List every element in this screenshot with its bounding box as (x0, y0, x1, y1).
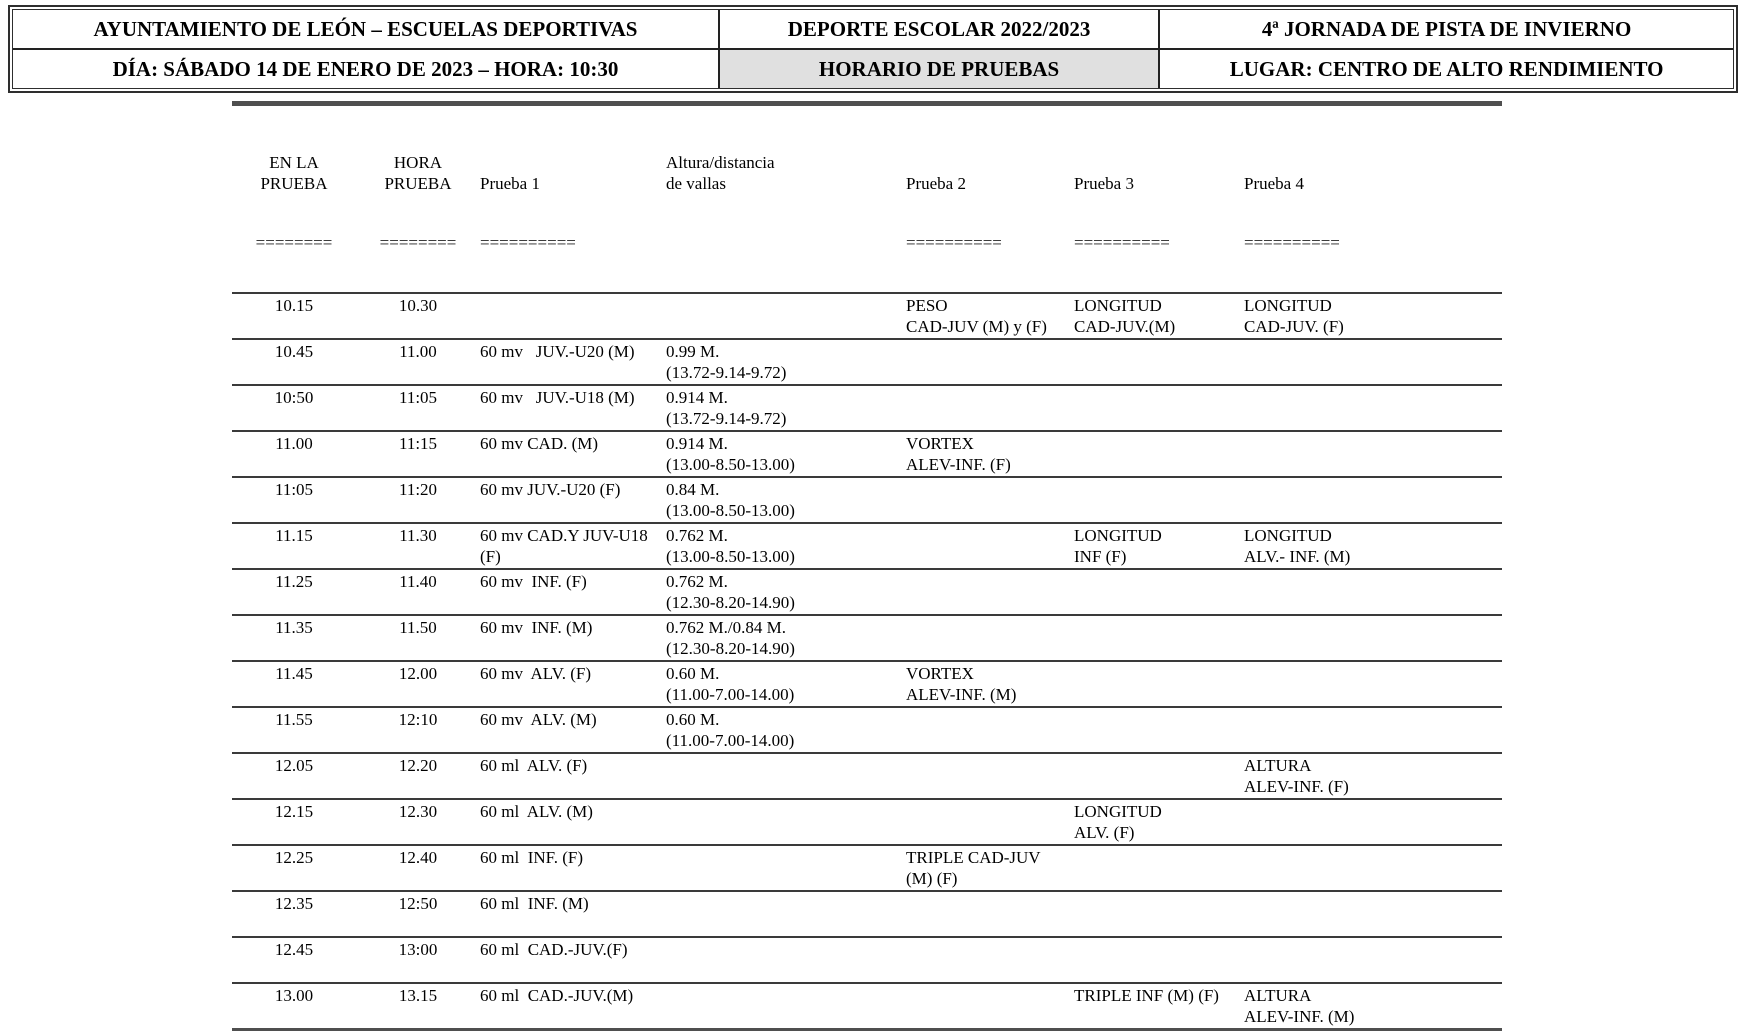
cell-prueba2 (906, 386, 1074, 430)
table-row (232, 706, 1502, 752)
column-header-label: Prueba 4 (1244, 174, 1304, 193)
cell-prueba2: PESO CAD-JUV (M) y (F) (906, 296, 1047, 336)
cell-prueba1: 60 ml INF. (F) (480, 848, 584, 867)
cell-prueba3 (1074, 432, 1244, 476)
schedule-rows (232, 292, 1502, 1031)
cell-prueba4: ALTURA ALEV-INF. (M) (1244, 986, 1355, 1026)
cell-prueba2 (906, 754, 1074, 798)
cell-prueba2 (906, 892, 1074, 936)
cell-prueba3: LONGITUD CAD-JUV.(M) (1074, 296, 1176, 336)
cell-altura-distancia-vallas (666, 754, 906, 798)
cell-hora-prueba: 11:15 (398, 434, 438, 453)
cell-prueba4 (1244, 478, 1502, 522)
cell-prueba3: TRIPLE INF (M) (F) (1074, 986, 1219, 1005)
cell-en-la-prueba: 11.15 (275, 526, 313, 545)
cell-en-la-prueba: 11.45 (275, 664, 313, 683)
column-header-rule: ========== (906, 236, 1002, 250)
column-header-rule: ========== (1074, 236, 1170, 250)
cell-altura-distancia-vallas (666, 938, 906, 982)
column-header (906, 131, 1074, 292)
cell-hora-prueba: 11.40 (399, 572, 437, 591)
column-header (666, 110, 906, 292)
cell-hora-prueba: 13:00 (398, 940, 438, 959)
cell-prueba4 (1244, 892, 1502, 936)
program-title: DEPORTE ESCOLAR 2022/2023 (720, 10, 1160, 50)
cell-hora-prueba: 13.15 (398, 986, 438, 1005)
column-header-rule: ======== (379, 236, 457, 250)
cell-en-la-prueba: 11.00 (275, 434, 313, 453)
column-header (356, 110, 480, 292)
cell-altura-distancia-vallas: 0.762 M./0.84 M. (12.30-8.20-14.90) (666, 618, 795, 658)
table-row (232, 752, 1502, 798)
column-header-label: HORA PRUEBA (384, 153, 452, 193)
cell-prueba1: 60 mv JUV.-U20 (M) (480, 342, 635, 361)
jornada-title: 4ª JORNADA DE PISTA DE INVIERNO (1160, 10, 1733, 50)
cell-prueba4 (1244, 386, 1502, 430)
cell-prueba1: 60 mv JUV.-U18 (M) (480, 388, 635, 407)
cell-altura-distancia-vallas (666, 846, 906, 890)
cell-prueba4 (1244, 662, 1502, 706)
cell-altura-distancia-vallas: 0.914 M. (13.00-8.50-13.00) (666, 434, 795, 474)
cell-prueba2 (906, 524, 1074, 568)
table-row (232, 936, 1502, 982)
cell-prueba4: LONGITUD ALV.- INF. (M) (1244, 526, 1351, 566)
cell-prueba2 (906, 340, 1074, 384)
cell-prueba2: VORTEX ALEV-INF. (F) (906, 434, 1011, 474)
cell-prueba2 (906, 570, 1074, 614)
cell-prueba1: 60 mv INF. (F) (480, 572, 587, 591)
cell-altura-distancia-vallas (666, 984, 906, 1028)
cell-en-la-prueba: 10.15 (274, 296, 314, 315)
table-row (232, 338, 1502, 384)
cell-en-la-prueba: 11:05 (274, 480, 314, 499)
cell-prueba4 (1244, 340, 1502, 384)
cell-prueba2 (906, 984, 1074, 1028)
cell-prueba3 (1074, 386, 1244, 430)
cell-en-la-prueba: 13.00 (274, 986, 314, 1005)
cell-hora-prueba: 12.30 (398, 802, 438, 821)
cell-prueba3 (1074, 892, 1244, 936)
column-header-rule: ========== (1244, 236, 1340, 250)
cell-prueba3 (1074, 662, 1244, 706)
column-header (480, 131, 666, 292)
cell-en-la-prueba: 12.25 (274, 848, 314, 867)
cell-altura-distancia-vallas: 0.762 M. (12.30-8.20-14.90) (666, 572, 795, 612)
column-header-rule: ========== (480, 236, 576, 250)
cell-prueba1: 60 mv ALV. (F) (480, 664, 591, 683)
column-header (1244, 131, 1502, 292)
cell-prueba1: 60 mv JUV.-U20 (F) (480, 480, 621, 499)
cell-altura-distancia-vallas: 0.84 M. (13.00-8.50-13.00) (666, 480, 795, 520)
cell-prueba2 (906, 616, 1074, 660)
cell-prueba3 (1074, 846, 1244, 890)
table-row (232, 982, 1502, 1028)
table-row (232, 614, 1502, 660)
table-row (232, 844, 1502, 890)
cell-en-la-prueba: 12.15 (274, 802, 314, 821)
cell-prueba1: 60 ml CAD.-JUV.(F) (480, 940, 628, 959)
cell-prueba4: ALTURA ALEV-INF. (F) (1244, 756, 1349, 796)
cell-prueba1: 60 ml ALV. (F) (480, 756, 588, 775)
cell-en-la-prueba: 11.25 (275, 572, 313, 591)
column-header (1074, 131, 1244, 292)
cell-prueba3: LONGITUD INF (F) (1074, 526, 1162, 566)
cell-altura-distancia-vallas: 0.60 M. (11.00-7.00-14.00) (666, 664, 795, 704)
cell-hora-prueba: 12:50 (398, 894, 438, 913)
cell-hora-prueba: 12.00 (398, 664, 438, 683)
cell-prueba1: 60 ml INF. (M) (480, 894, 589, 913)
table-row (232, 568, 1502, 614)
cell-prueba3 (1074, 478, 1244, 522)
cell-prueba2: VORTEX ALEV-INF. (M) (906, 664, 1017, 704)
table-row (232, 430, 1502, 476)
cell-prueba2 (906, 708, 1074, 752)
org-title: AYUNTAMIENTO DE LEÓN – ESCUELAS DEPORTIVAS (13, 10, 720, 50)
column-header (232, 110, 356, 292)
cell-hora-prueba: 12.20 (398, 756, 438, 775)
cell-altura-distancia-vallas (666, 294, 906, 338)
cell-hora-prueba: 11.30 (399, 526, 437, 545)
table-row (232, 660, 1502, 706)
cell-prueba3 (1074, 616, 1244, 660)
cell-prueba2 (906, 478, 1074, 522)
cell-hora-prueba: 11:05 (398, 388, 438, 407)
cell-prueba3 (1074, 708, 1244, 752)
cell-en-la-prueba: 10:50 (274, 388, 314, 407)
cell-prueba1: 60 ml ALV. (M) (480, 802, 593, 821)
cell-en-la-prueba: 12.45 (274, 940, 314, 959)
cell-hora-prueba: 11.50 (399, 618, 437, 637)
cell-prueba4 (1244, 616, 1502, 660)
cell-prueba3 (1074, 570, 1244, 614)
horario-title: HORARIO DE PRUEBAS (720, 50, 1160, 88)
cell-en-la-prueba: 11.35 (275, 618, 313, 637)
cell-prueba4 (1244, 800, 1502, 844)
cell-altura-distancia-vallas (666, 800, 906, 844)
cell-prueba4 (1244, 708, 1502, 752)
cell-hora-prueba: 11:20 (398, 480, 438, 499)
table-row (232, 292, 1502, 338)
cell-altura-distancia-vallas: 0.60 M. (11.00-7.00-14.00) (666, 710, 795, 750)
cell-prueba3: LONGITUD ALV. (F) (1074, 802, 1162, 842)
cell-prueba4 (1244, 938, 1502, 982)
cell-altura-distancia-vallas: 0.914 M. (13.72-9.14-9.72) (666, 388, 787, 428)
cell-prueba3 (1074, 340, 1244, 384)
document-header (8, 5, 1738, 93)
cell-prueba1 (480, 294, 666, 338)
cell-prueba1: 60 mv CAD.Y JUV-U18 (F) (480, 526, 653, 566)
table-row (232, 890, 1502, 936)
schedule-table (232, 101, 1502, 1031)
cell-hora-prueba: 11.00 (399, 342, 437, 361)
cell-altura-distancia-vallas: 0.99 M. (13.72-9.14-9.72) (666, 342, 787, 382)
cell-prueba2 (906, 938, 1074, 982)
cell-prueba3 (1074, 754, 1244, 798)
lugar-line: LUGAR: CENTRO DE ALTO RENDIMIENTO (1160, 50, 1733, 88)
cell-prueba1: 60 mv ALV. (M) (480, 710, 597, 729)
cell-prueba2 (906, 800, 1074, 844)
table-row (232, 522, 1502, 568)
table-row (232, 384, 1502, 430)
column-header-label: Prueba 2 (906, 174, 966, 193)
cell-en-la-prueba: 11.55 (275, 710, 313, 729)
cell-prueba4: LONGITUD CAD-JUV. (F) (1244, 296, 1344, 336)
cell-altura-distancia-vallas: 0.762 M. (13.00-8.50-13.00) (666, 526, 795, 566)
column-header-label: Prueba 3 (1074, 174, 1134, 193)
column-header-rule: ======== (255, 236, 333, 250)
table-row (232, 476, 1502, 522)
cell-en-la-prueba: 12.05 (274, 756, 314, 775)
cell-prueba1: 60 mv INF. (M) (480, 618, 593, 637)
cell-en-la-prueba: 12.35 (274, 894, 314, 913)
cell-prueba3 (1074, 938, 1244, 982)
table-row (232, 798, 1502, 844)
cell-prueba4 (1244, 846, 1502, 890)
cell-prueba4 (1244, 570, 1502, 614)
column-header-label: Altura/distancia de vallas (666, 153, 775, 193)
column-header-label: EN LA PRUEBA (260, 153, 328, 193)
cell-en-la-prueba: 10.45 (274, 342, 314, 361)
cell-prueba2: TRIPLE CAD-JUV (M) (F) (906, 848, 1041, 888)
column-header-rule (666, 236, 906, 250)
date-line: DÍA: SÁBADO 14 DE ENERO DE 2023 – HORA: 10:30 (13, 50, 720, 88)
schedule-column-headers (232, 106, 1502, 292)
cell-prueba4 (1244, 432, 1502, 476)
header-grid (12, 9, 1734, 89)
cell-hora-prueba: 10.30 (398, 296, 438, 315)
cell-hora-prueba: 12.40 (398, 848, 438, 867)
cell-altura-distancia-vallas (666, 892, 906, 936)
cell-hora-prueba: 12:10 (398, 710, 438, 729)
column-header-label: Prueba 1 (480, 174, 540, 193)
cell-prueba1: 60 ml CAD.-JUV.(M) (480, 986, 634, 1005)
cell-prueba1: 60 mv CAD. (M) (480, 434, 599, 453)
